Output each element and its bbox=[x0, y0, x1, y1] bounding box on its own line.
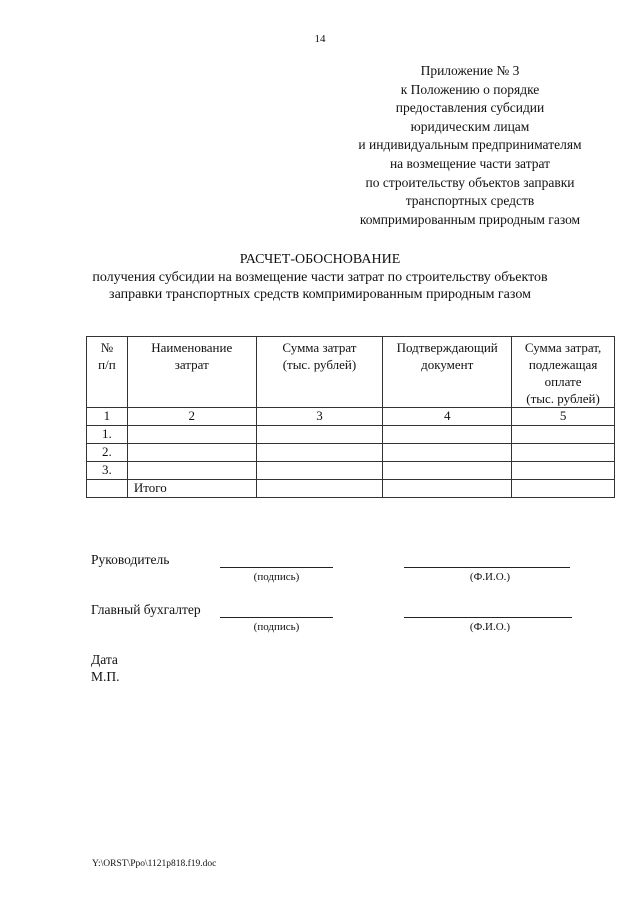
header-sum-payable: Сумма затрат, подлежащая оплате (тыс. рублей) bbox=[512, 337, 615, 408]
title-subline: получения субсидии на возмещение части затрат по строительству объектов bbox=[92, 269, 548, 285]
total-label: Итого bbox=[127, 480, 256, 498]
column-number: 1 bbox=[87, 408, 128, 426]
table-cell bbox=[127, 462, 256, 480]
title-heading: РАСЧЕТ-ОБОСНОВАНИЕ bbox=[239, 252, 401, 267]
column-number: 2 bbox=[127, 408, 256, 426]
head-name-line bbox=[404, 567, 570, 568]
row-number: 3. bbox=[87, 462, 128, 480]
table-cell bbox=[256, 426, 383, 444]
table-cell bbox=[127, 444, 256, 462]
appendix-block bbox=[340, 62, 600, 229]
appendix-line: на возмещение части затрат bbox=[389, 155, 551, 171]
footer-file-path: Y:\ORST\Ppo\1121p818.f19.doc bbox=[92, 859, 217, 869]
head-signature-line bbox=[220, 567, 333, 568]
table-cell bbox=[512, 444, 615, 462]
table-cell bbox=[512, 462, 615, 480]
document-title bbox=[60, 251, 580, 304]
row-number: 1. bbox=[87, 426, 128, 444]
appendix-line: предоставления субсидии bbox=[395, 100, 545, 116]
accountant-name-line bbox=[404, 617, 572, 618]
signature-caption: (подпись) bbox=[253, 621, 300, 633]
page-number: 14 bbox=[314, 33, 326, 45]
accountant-label: Главный бухгалтер bbox=[91, 602, 201, 617]
table-cell bbox=[383, 462, 512, 480]
date-seal-block bbox=[91, 652, 120, 685]
appendix-line: Приложение № 3 bbox=[420, 63, 520, 78]
table-cell bbox=[87, 480, 128, 498]
signature-caption: (подпись) bbox=[253, 571, 300, 583]
appendix-line: транспортных средств bbox=[405, 193, 535, 209]
appendix-line: и индивидуальным предпринимателям bbox=[358, 137, 582, 153]
date-label: Дата bbox=[91, 652, 118, 667]
table-cell bbox=[256, 462, 383, 480]
accountant-signature-line bbox=[220, 617, 333, 618]
header-number: № п/п bbox=[87, 337, 128, 408]
title-subline: заправки транспортных средств компримированным природным газом bbox=[109, 287, 531, 302]
column-number: 4 bbox=[383, 408, 512, 426]
table-cell bbox=[512, 426, 615, 444]
table-cell bbox=[383, 444, 512, 462]
name-caption: (Ф.И.О.) bbox=[469, 621, 511, 633]
column-number: 5 bbox=[512, 408, 615, 426]
calculation-table bbox=[86, 336, 615, 498]
table-cell bbox=[512, 480, 615, 498]
header-expense-sum: Сумма затрат (тыс. рублей) bbox=[256, 337, 383, 408]
appendix-line: компримированным природным газом bbox=[359, 211, 581, 227]
column-number: 3 bbox=[256, 408, 383, 426]
table-cell bbox=[256, 480, 383, 498]
header-supporting-document: Подтверждающий документ bbox=[383, 337, 512, 408]
table-cell bbox=[383, 480, 512, 498]
table-row bbox=[87, 444, 615, 462]
head-label: Руководитель bbox=[91, 552, 170, 567]
table-row bbox=[87, 426, 615, 444]
appendix-line: юридическим лицам bbox=[410, 118, 530, 134]
header-expense-name: Наименование затрат bbox=[127, 337, 256, 408]
row-number: 2. bbox=[87, 444, 128, 462]
table-header-row bbox=[87, 337, 615, 408]
appendix-line: к Положению о порядке bbox=[400, 81, 540, 97]
table-cell bbox=[383, 426, 512, 444]
seal-label: М.П. bbox=[91, 668, 120, 684]
column-number-row bbox=[87, 408, 615, 426]
table-cell bbox=[127, 426, 256, 444]
table-row bbox=[87, 462, 615, 480]
total-row bbox=[87, 480, 615, 498]
table-cell bbox=[256, 444, 383, 462]
appendix-line: по строительству объектов заправки bbox=[365, 174, 575, 190]
name-caption: (Ф.И.О.) bbox=[469, 571, 511, 583]
